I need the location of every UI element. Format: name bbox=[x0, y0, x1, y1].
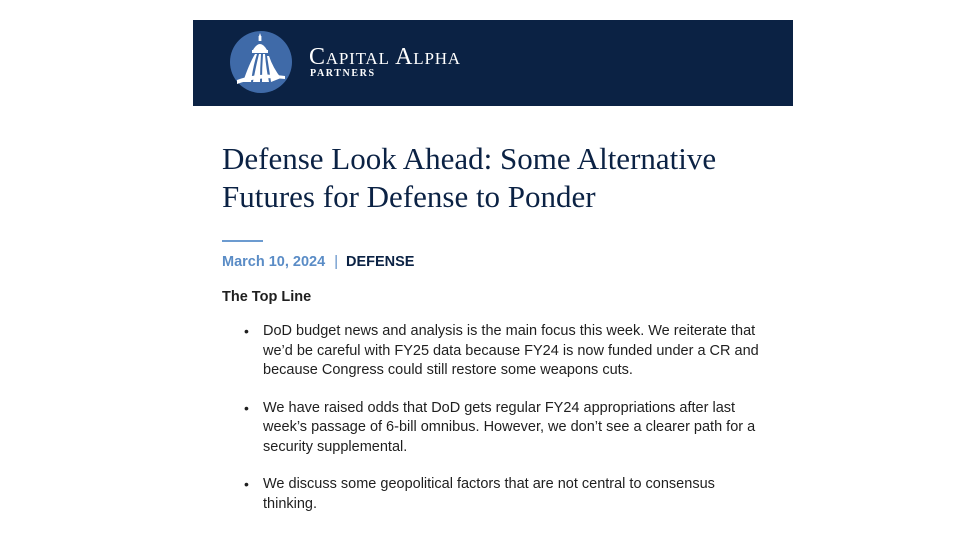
list-item bbox=[243, 475, 763, 514]
bullet-text: We discuss some geopolitical factors that are not central to consensus thinking. bbox=[263, 476, 715, 512]
brand-wordmark bbox=[309, 45, 461, 80]
article-category: DEFENSE bbox=[345, 254, 415, 270]
article-title: Defense Look Ahead: Some Alternative Futures for Defense to Ponder bbox=[222, 141, 717, 214]
bullet-icon: • bbox=[244, 399, 249, 416]
bullet-icon: • bbox=[244, 323, 249, 339]
list-item bbox=[243, 399, 763, 458]
title-divider bbox=[222, 240, 263, 242]
meta-separator: | bbox=[334, 254, 338, 270]
article-meta bbox=[222, 253, 414, 271]
brand-name: Capital Alpha bbox=[309, 44, 461, 70]
bullet-icon: • bbox=[244, 476, 249, 492]
list-item bbox=[243, 322, 763, 381]
brand-subtitle: PARTNERS bbox=[310, 68, 376, 79]
bullet-text: DoD budget news and analysis is the main focus this week. We reiterate that we’d be careful with FY25 data because FY24 is now funded under a CR and because Congress could still restore some weapons cuts. bbox=[263, 323, 759, 378]
bullet-list bbox=[243, 322, 763, 532]
capitol-dome-logo-icon bbox=[229, 30, 293, 94]
bullet-text: We have raised odds that DoD gets regular FY24 appropriations after last week’s passage of 6-bill omnibus. However, we don’t see a clearer path for a security supplemental. bbox=[263, 399, 756, 455]
header-banner bbox=[193, 20, 793, 106]
section-heading: The Top Line bbox=[222, 289, 312, 305]
article-date: March 10, 2024 bbox=[222, 254, 326, 270]
